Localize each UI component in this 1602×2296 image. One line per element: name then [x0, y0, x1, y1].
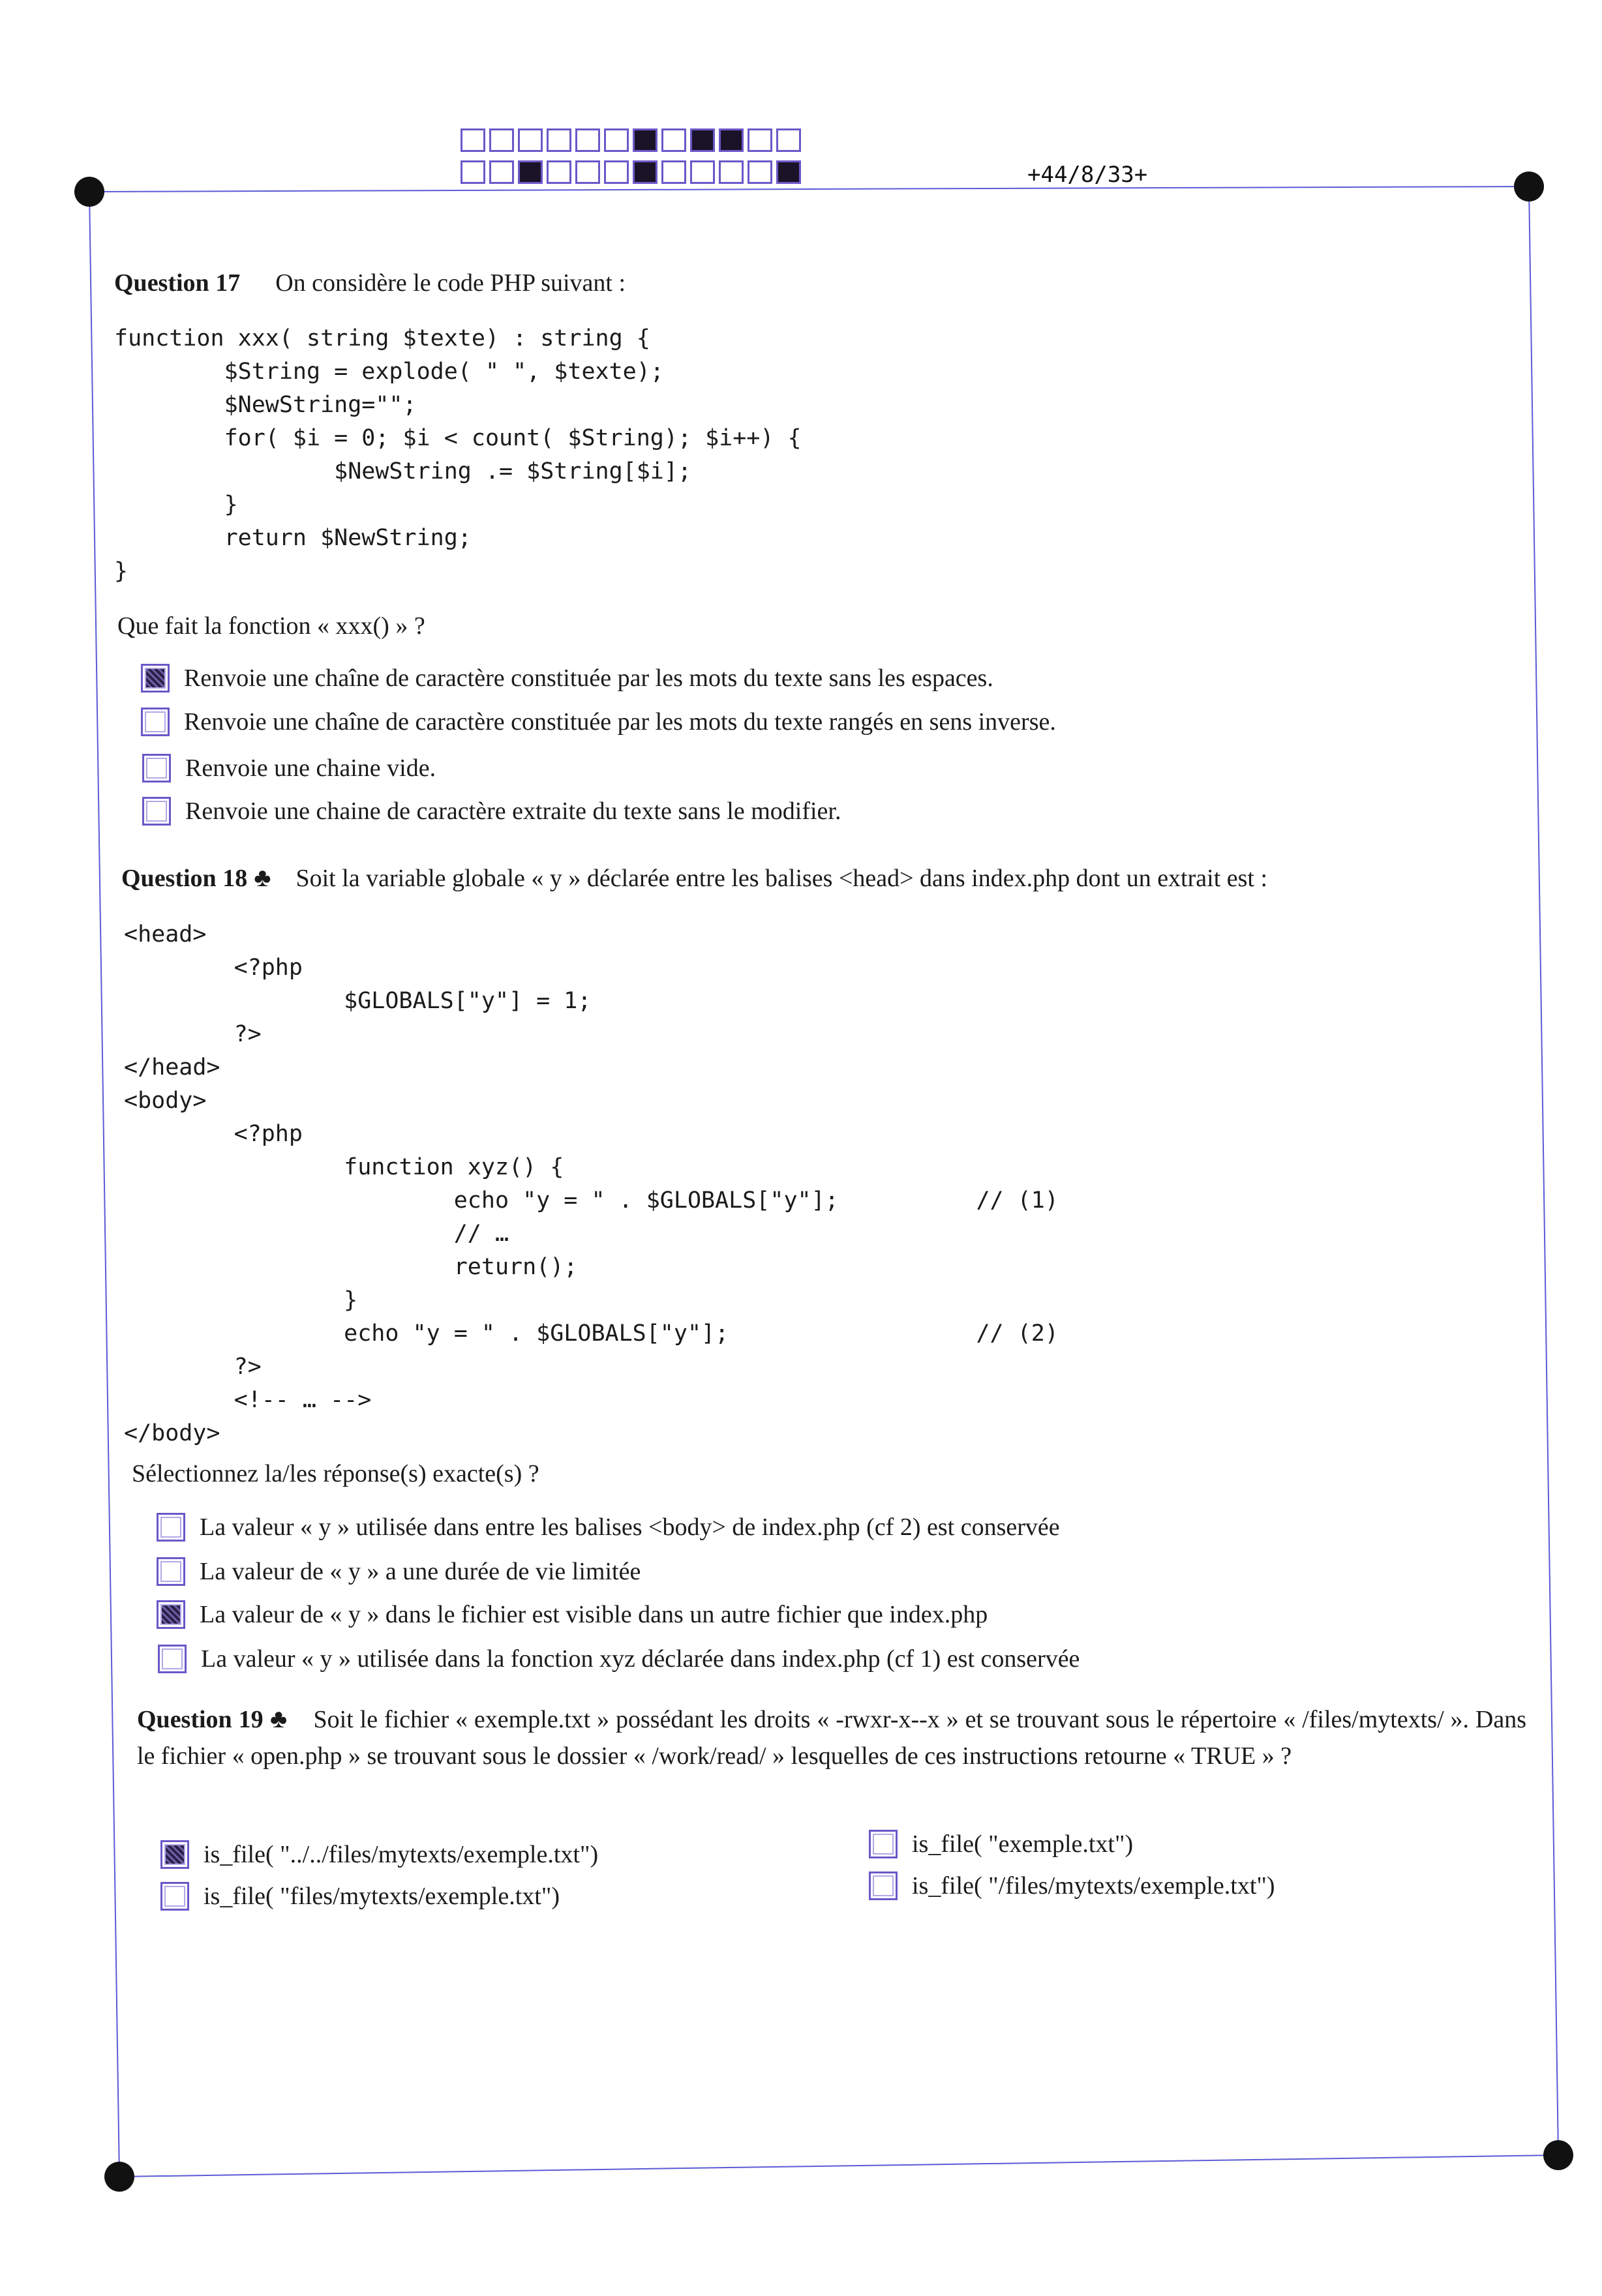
choice-text: Renvoie une chaine de caractère extraite du texte sans le modifier. [185, 798, 841, 825]
id-box [575, 160, 600, 184]
id-box [461, 128, 485, 152]
checkbox[interactable] [158, 1645, 187, 1673]
id-box [489, 128, 514, 152]
choice-text: is_file( "/files/mytexts/exemple.txt") [912, 1872, 1275, 1900]
question-19-header [137, 1701, 1526, 1774]
question-17-code: function xxx( string $texte) : string { $String = explode( " ", $texte); $NewString=""; for( $i = 0; $i < count( $String); $i++) { $NewString .= $String[$i]; } return $NewString; } [114, 325, 802, 584]
q19-choice-4[interactable] [869, 1871, 1275, 1900]
id-box [518, 160, 543, 184]
choice-text: La valeur de « y » dans le fichier est visible dans un autre fichier que index.php [200, 1601, 988, 1628]
question-label: Question 17 [114, 269, 241, 297]
id-box [776, 128, 801, 152]
choice-text: La valeur « y » utilisée dans entre les balises <body> de index.php (cf 2) est conservée [200, 1513, 1060, 1541]
id-box [461, 160, 485, 184]
id-box [575, 128, 600, 152]
q19-choice-2[interactable] [160, 1882, 560, 1911]
checkbox[interactable] [869, 1871, 898, 1900]
question-18-prompt: Sélectionnez la/les réponse(s) exacte(s) ? [132, 1460, 539, 1487]
id-box [719, 160, 744, 184]
id-box [489, 160, 514, 184]
q17-choice-2[interactable] [141, 708, 1056, 736]
id-boxes-bottom [461, 160, 805, 184]
corner-marker-bottom-left [104, 2162, 134, 2192]
choice-text: is_file( "../../files/mytexts/exemple.txt") [204, 1841, 599, 1868]
id-box [547, 160, 571, 184]
id-box [547, 128, 571, 152]
q17-choice-4[interactable] [142, 797, 841, 826]
checkbox[interactable] [157, 1557, 185, 1586]
question-18-code: <head> <?php $GLOBALS["y"] = 1; ?> </head> <body> <?php function xyz() { echo "y = " . $GLOBALS["y"]; // (1) // … return(); } echo "y = " . $GLOBALS["y"]; // (2) ?> <!-- … --> </body> [124, 921, 1059, 1446]
corner-marker-top-right [1514, 171, 1544, 201]
id-box [661, 128, 686, 152]
q17-choice-1[interactable] [141, 664, 993, 693]
id-box [776, 160, 801, 184]
id-box [633, 160, 657, 184]
id-box [604, 160, 629, 184]
id-box [690, 128, 715, 152]
multiple-answers-icon: ♣ [269, 1704, 288, 1733]
id-box [633, 128, 657, 152]
checkbox[interactable] [142, 797, 171, 826]
choice-text: is_file( "files/mytexts/exemple.txt") [204, 1883, 560, 1910]
checkbox[interactable] [157, 1513, 185, 1542]
q18-choice-4[interactable] [158, 1645, 1080, 1673]
q19-choice-1[interactable] [160, 1840, 598, 1869]
q17-choice-3[interactable] [142, 754, 436, 783]
checkbox[interactable] [141, 664, 170, 693]
id-box [661, 160, 686, 184]
choice-text: La valeur de « y » a une durée de vie limitée [200, 1558, 641, 1585]
id-box [719, 128, 744, 152]
question-18-header [121, 862, 1267, 893]
q19-choice-3[interactable] [869, 1830, 1133, 1858]
corner-marker-bottom-right [1543, 2140, 1573, 2170]
checkbox[interactable] [869, 1830, 898, 1858]
question-label: Question 19 [137, 1706, 264, 1733]
checkbox[interactable] [157, 1600, 185, 1629]
q18-choice-2[interactable] [157, 1557, 641, 1586]
choice-text: Renvoie une chaine vide. [185, 754, 436, 782]
question-17-prompt: Que fait la fonction « xxx() » ? [117, 612, 425, 640]
question-stem: Soit la variable globale « y » déclarée entre les balises <head> dans index.php dont un extrait est : [295, 865, 1268, 892]
checkbox[interactable] [160, 1882, 189, 1911]
id-box [604, 128, 629, 152]
multiple-answers-icon: ♣ [254, 863, 271, 892]
corner-marker-top-left [74, 177, 104, 207]
checkbox[interactable] [141, 708, 170, 736]
question-stem: Soit le fichier « exemple.txt » possédant les droits « -rwxr-x--x » et se trouvant sous le répertoire « /files/mytexts/ ». Dans le fichier « open.php » se trouvant sous le dossier « /work/read/ » lesquelles de ces instructions retourne « TRUE » ? [137, 1706, 1527, 1770]
page-id: +44/8/33+ [1027, 162, 1148, 188]
question-17-header [114, 269, 626, 297]
id-box [690, 160, 715, 184]
choice-text: Renvoie une chaîne de caractère constituée par les mots du texte rangés en sens inverse. [184, 708, 1056, 736]
q18-choice-1[interactable] [157, 1513, 1060, 1542]
q18-choice-3[interactable] [157, 1600, 988, 1629]
question-label: Question 18 [121, 865, 248, 892]
choice-text: Renvoie une chaîne de caractère constituée par les mots du texte sans les espaces. [184, 664, 993, 692]
id-box [748, 160, 772, 184]
id-box [518, 128, 543, 152]
choice-text: La valeur « y » utilisée dans la fonction xyz déclarée dans index.php (cf 1) est conservée [201, 1645, 1080, 1673]
id-boxes-top [461, 128, 805, 152]
checkbox[interactable] [160, 1840, 189, 1869]
question-stem: On considère le code PHP suivant : [275, 269, 626, 297]
choice-text: is_file( "exemple.txt") [912, 1830, 1134, 1858]
checkbox[interactable] [142, 754, 171, 783]
id-box [748, 128, 772, 152]
